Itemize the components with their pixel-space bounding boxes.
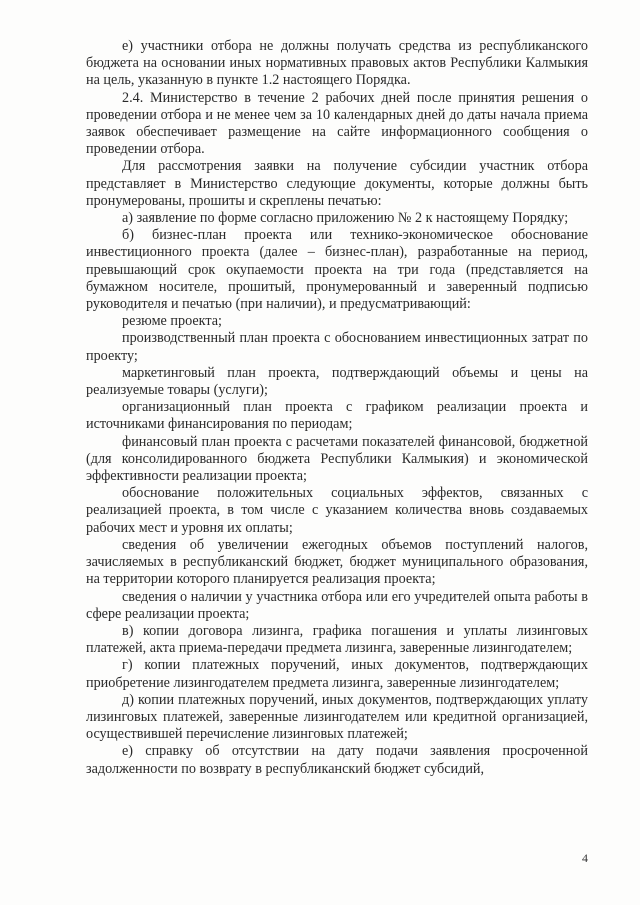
paragraph-item-e: е) справку об отсутствии на дату подачи заявления просроченной задолженности по возврату в республиканский бюджет субсидий,	[86, 743, 588, 777]
paragraph-documents-intro: Для рассмотрения заявки на получение субсидии участник отбора представляет в Министерство следующие документы, которые должны быть пронумерованы, прошиты и скреплены печатью:	[86, 158, 588, 209]
paragraph-tax-revenue: сведения об увеличении ежегодных объемов поступлений налогов, зачисляемых в республиканский бюджет, бюджет муниципального образования, на территории которого планируется реализация проекта;	[86, 536, 588, 588]
paragraph-item-g: г) копии платежных поручений, иных документов, подтверждающих приобретение лизингодателем предмета лизинга, заверенные лизингодателем;	[86, 657, 588, 691]
document-body	[86, 38, 588, 778]
page-number: 4	[582, 851, 588, 865]
paragraph-2-4: 2.4. Министерство в течение 2 рабочих дней после принятия решения о проведении отбора и не менее чем за 10 календарных дней до даты начала приема заявок обеспечивает размещение на сайте информационного сообщения о проведении отбора.	[86, 89, 588, 158]
paragraph-item-a: а) заявление по форме согласно приложению № 2 к настоящему Порядку;	[122, 210, 569, 227]
paragraph-item-b: б) бизнес-план проекта или технико-экономическое обоснование инвестиционного проекта (далее – бизнес-план), разработанные на период, превышающий срок окупаемости проекта на три года (представляется на бумажном носителе, прошитый, пронумерованный и заверенный подписью руководителя и печатью (при наличии), и предусматривающий:	[86, 227, 588, 313]
paragraph-experience: сведения о наличии у участника отбора или его учредителей опыта работы в сфере реализации проекта;	[86, 588, 588, 622]
paragraph-social-effects: обоснование положительных социальных эффектов, связанных с реализацией проекта, в том числе с указанием количества вновь создаваемых рабочих мест и уровня их оплаты;	[86, 485, 588, 536]
paragraph-resume: резюме проекта;	[122, 313, 222, 330]
paragraph-item-d: д) копии платежных поручений, иных документов, подтверждающих уплату лизинговых платежей, заверенные лизингодателем или кредитной организацией, осуществившей перечисление лизинговых платежей;	[86, 691, 588, 743]
paragraph-production-plan: производственный план проекта с обоснованием инвестиционных затрат по проекту;	[86, 330, 588, 364]
paragraph-marketing-plan: маркетинговый план проекта, подтверждающий объемы и цены на реализуемые товары (услуги);	[86, 364, 588, 399]
paragraph-organizational-plan: организационный план проекта с графиком реализации проекта и источниками финансирования по периодам;	[86, 399, 588, 433]
paragraph-eligibility-e: е) участники отбора не должны получать средства из республиканского бюджета на основании иных нормативных правовых актов Республики Калмыкия на цель, указанную в пункте 1.2 настоящего Порядка.	[86, 38, 588, 89]
paragraph-financial-plan: финансовый план проекта с расчетами показателей финансовой, бюджетной (для консолидированного бюджета Республики Калмыкия) и экономической эффективности реализации проекта;	[86, 433, 588, 485]
paragraph-item-v: в) копии договора лизинга, графика погашения и уплаты лизинговых платежей, акта приема-передачи предмета лизинга, заверенные лизингодателем;	[86, 622, 588, 657]
